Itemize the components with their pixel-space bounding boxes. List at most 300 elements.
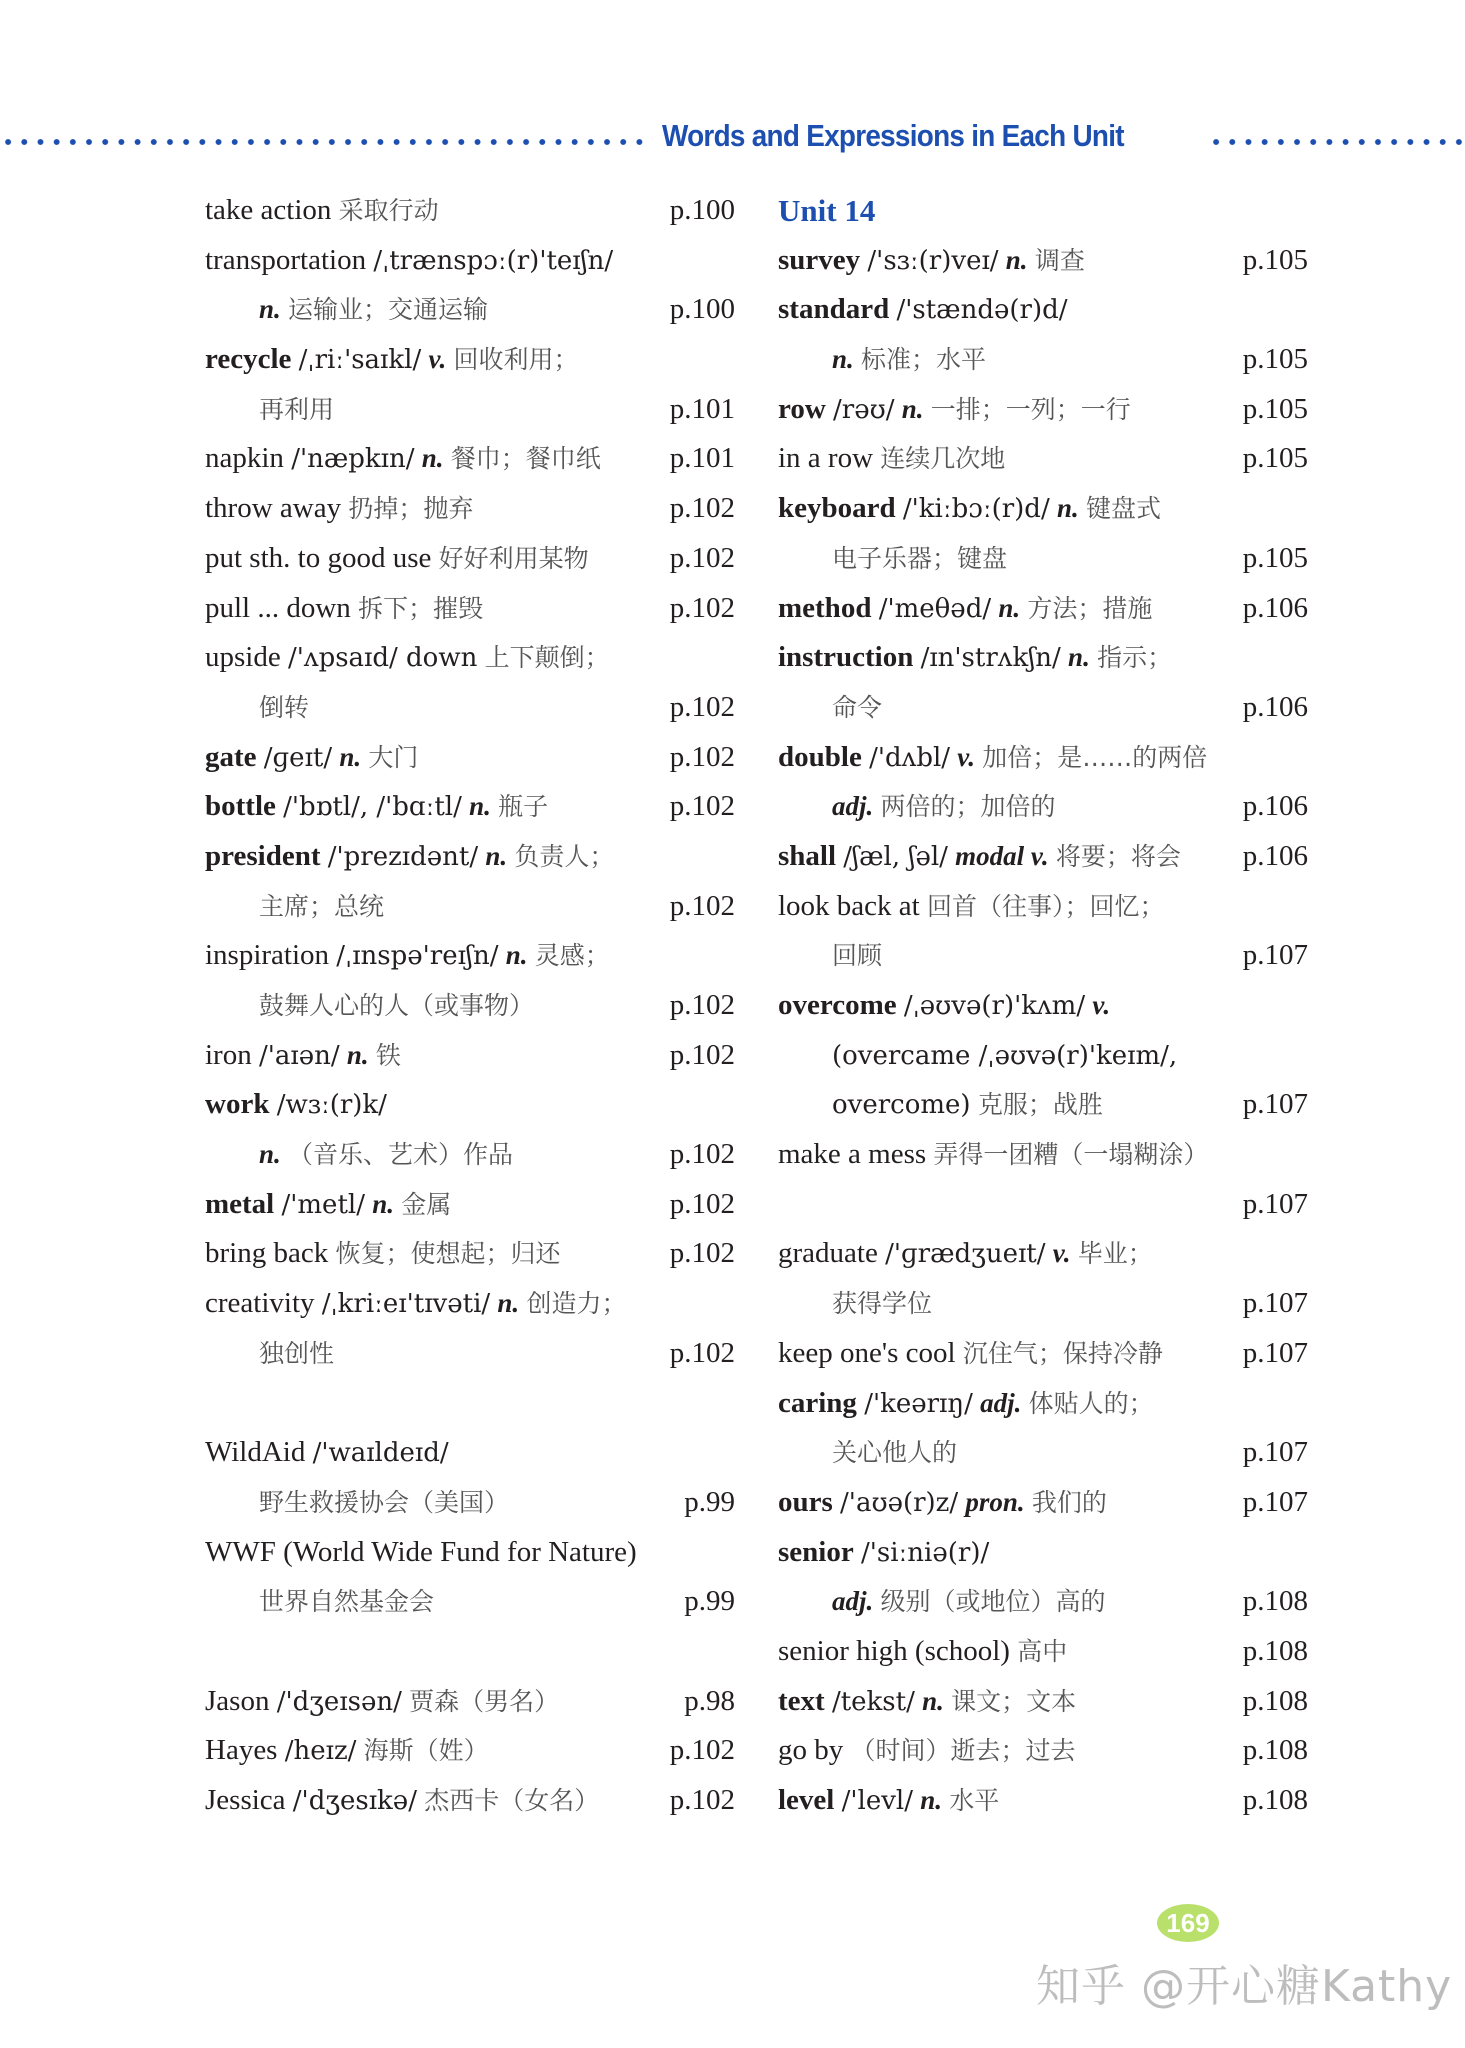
entry-text [778, 832, 1181, 883]
phonetic: /'levl/ [841, 1786, 913, 1816]
page-reference: p.107 [1242, 1336, 1308, 1369]
part-of-speech: n. [421, 443, 444, 474]
headword: standard [778, 293, 890, 326]
entry-text [778, 633, 1172, 684]
part-of-speech: adj. [980, 1387, 1022, 1418]
chinese-definition: 我们的 [1031, 1487, 1107, 1517]
vocab-entry [205, 1229, 735, 1279]
entry-text [778, 882, 1165, 932]
page-reference: p.106 [1242, 839, 1308, 872]
vocab-entry [205, 683, 735, 733]
entry-text [205, 1279, 626, 1330]
page-reference: p.102 [669, 1038, 735, 1071]
headword: keep one's cool [778, 1336, 956, 1369]
entry-text [205, 1677, 559, 1728]
phonetic: /'meθəd/ [878, 593, 992, 624]
headword: double [778, 740, 862, 773]
chinese-definition: 瓶子 [498, 792, 549, 822]
page-reference: p.101 [669, 392, 735, 425]
page-reference: p.106 [1242, 591, 1308, 624]
unit-heading-line [778, 186, 1308, 236]
chinese-definition: 克服；战胜 [977, 1090, 1103, 1120]
headword: text [778, 1684, 825, 1717]
phonetic: /rəʊ/ [833, 394, 895, 425]
headword: take action [205, 194, 332, 226]
vocab-entry [205, 434, 735, 484]
page-reference: p.99 [684, 1485, 735, 1518]
vocab-entry [205, 981, 735, 1031]
phonetic: /'waɪldeɪd/ [312, 1438, 449, 1469]
vocab-entry [778, 1428, 1308, 1478]
chinese-definition: 恢复；使想起；归还 [335, 1239, 561, 1269]
chinese-definition: 贾森（男名） [409, 1686, 560, 1716]
entry-text [205, 832, 614, 883]
page-reference: p.107 [1242, 1485, 1308, 1518]
headword: Jason [205, 1684, 270, 1717]
page-reference: p.108 [1242, 1684, 1308, 1717]
chinese-definition: （时间）逝去；过去 [850, 1736, 1076, 1766]
entry-text [778, 434, 1005, 484]
chinese-definition: 弄得一团糟（一塌糊涂） [933, 1140, 1209, 1170]
chinese-definition: 课文；文本 [951, 1686, 1077, 1716]
headword: in a row [778, 442, 874, 475]
vocab-entry [778, 1379, 1308, 1429]
vocab-entry [778, 1031, 1308, 1081]
vocab-entry [205, 1726, 735, 1776]
entry-text [205, 1031, 401, 1082]
phonetic: /ˌkriːeɪ'tɪvəti/ [321, 1289, 491, 1320]
dotted-rule-right [1208, 136, 1465, 148]
part-of-speech: n. [901, 393, 924, 424]
chinese-definition: 将要；将会 [1055, 841, 1181, 871]
page-reference: p.98 [684, 1684, 735, 1717]
part-of-speech: n. [1005, 244, 1028, 275]
entry-text [778, 1379, 1154, 1430]
headword: overcome [778, 989, 897, 1021]
entry-text [778, 1080, 1103, 1131]
chinese-definition: 铁 [375, 1040, 401, 1070]
phonetic: /'dʒesɪkə/ [292, 1786, 417, 1816]
chinese-definition: 海斯（姓） [363, 1736, 489, 1766]
headword: shall [778, 839, 837, 872]
headword: work [205, 1088, 270, 1121]
page-reference: p.105 [1242, 343, 1308, 376]
headword: survey [778, 243, 861, 276]
phonetic: /'dʒeɪsən/ [276, 1686, 402, 1717]
phonetic: /ɪn'strʌkʃn/ [920, 643, 1061, 674]
entry-text [205, 882, 384, 932]
entry-text [205, 434, 601, 485]
entry-text [205, 385, 334, 435]
headword: gate [205, 740, 257, 773]
chinese-definition: 拆下；摧毁 [358, 593, 484, 623]
vocab-entry [778, 981, 1308, 1031]
page-reference: p.105 [1242, 541, 1308, 574]
part-of-speech: n. [1068, 642, 1090, 673]
chinese-definition: 指示； [1097, 643, 1173, 673]
headword: row [778, 392, 826, 425]
dotted-rule-left [0, 136, 648, 148]
vocab-entry [778, 1130, 1308, 1180]
phonetic: /ˌtrænspɔː(r)'teɪʃn/ [373, 245, 614, 276]
chinese-definition: 加倍；是……的两倍 [982, 742, 1208, 772]
page-reference: p.102 [669, 1187, 735, 1220]
page-reference: p.102 [669, 740, 735, 773]
page-reference: p.105 [1242, 392, 1308, 425]
chinese-definition: 野生救援协会（美国） [259, 1487, 510, 1517]
vocab-entry [778, 285, 1308, 335]
part-of-speech: pron. [965, 1486, 1025, 1517]
page-reference: p.106 [1242, 790, 1308, 823]
vocab-entry [778, 931, 1308, 981]
entry-text [778, 385, 1131, 436]
phonetic: /'prezɪdənt/ [327, 841, 479, 872]
page-reference: p.102 [669, 591, 735, 624]
headword: iron [205, 1038, 252, 1071]
phonetic: /ˌəʊvə(r)'kʌm/ [903, 991, 1086, 1021]
vocab-entry [205, 782, 735, 832]
phonetic: /ˌɪnspə'reɪʃn/ [336, 941, 499, 972]
entry-text [205, 236, 613, 287]
entry-text [778, 1677, 1076, 1728]
chinese-definition: 高中 [1017, 1636, 1068, 1666]
vocab-entry [778, 335, 1308, 385]
headword: bring back [205, 1237, 329, 1270]
vocab-entry [778, 832, 1308, 882]
vocab-entry [205, 484, 735, 534]
page-reference: p.102 [669, 1138, 735, 1171]
part-of-speech: n. [922, 1685, 944, 1716]
entry-text [205, 484, 473, 534]
headword: transportation [205, 243, 367, 276]
headword: put sth. to good use [205, 541, 432, 574]
headword: ours [778, 1485, 833, 1518]
vocab-entry [778, 1776, 1308, 1826]
page-reference: p.100 [669, 194, 735, 226]
part-of-speech: v. [428, 344, 447, 375]
page-reference: p.102 [669, 492, 735, 525]
entry-text [205, 534, 589, 584]
entry-text [205, 1229, 560, 1279]
part-of-speech: v. [1092, 990, 1111, 1020]
entry-text [778, 285, 1067, 336]
chinese-definition: 关心他人的 [832, 1438, 958, 1468]
entry-text [778, 1428, 957, 1478]
entry-text [205, 633, 610, 684]
vocab-entry [205, 236, 735, 286]
part-of-speech: adj. [832, 791, 874, 822]
chinese-definition: 获得学位 [832, 1289, 933, 1319]
chinese-definition: 方法；措施 [1027, 593, 1153, 623]
chinese-definition: 金属 [401, 1189, 452, 1219]
entry-text [778, 1528, 989, 1579]
vocab-entry [778, 434, 1308, 484]
page-reference: p.105 [1242, 442, 1308, 475]
chinese-definition: 负责人； [514, 841, 615, 871]
vocab-entry [778, 1528, 1308, 1578]
chinese-definition: 餐巾；餐巾纸 [450, 444, 601, 474]
vocab-entry [205, 335, 735, 385]
vocab-entry [778, 584, 1308, 634]
entry-text [205, 1130, 513, 1180]
headword: instruction [778, 641, 914, 674]
part-of-speech: n. [485, 840, 508, 871]
chinese-definition: 回收利用； [453, 345, 579, 375]
page-reference: p.102 [669, 541, 735, 574]
page-reference: p.102 [669, 790, 735, 823]
chinese-definition: 级别（或地位）高的 [880, 1587, 1106, 1617]
vocab-entry [778, 1627, 1308, 1677]
entry-text [778, 981, 1110, 1032]
headword: level [778, 1784, 835, 1816]
vocab-entry [205, 633, 735, 683]
chinese-definition: 上下颠倒； [484, 643, 610, 673]
part-of-speech: n. [920, 1785, 943, 1815]
vocab-entry [778, 1180, 1308, 1230]
entry-text [205, 733, 418, 784]
headword: caring [778, 1386, 857, 1419]
headword: bottle [205, 790, 276, 823]
phonetic: /wɜː(r)k/ [276, 1090, 387, 1121]
phonetic: /'metl/ [281, 1189, 365, 1220]
vocab-entry [205, 1031, 735, 1081]
vocab-entry [778, 633, 1308, 683]
entry-text [778, 782, 1056, 832]
page-reference: p.102 [669, 1734, 735, 1767]
chinese-definition: 体贴人的； [1028, 1388, 1154, 1418]
vocab-entry [778, 236, 1308, 286]
entry-text [778, 931, 882, 981]
page-reference: p.108 [1242, 1634, 1308, 1667]
chinese-definition: 水平 [949, 1786, 1000, 1815]
vocab-entry [778, 1229, 1308, 1279]
entry-text [205, 1528, 637, 1578]
page-reference: p.105 [1242, 243, 1308, 276]
page-reference: p.108 [1242, 1734, 1308, 1767]
page-number-badge: 169 [1157, 1904, 1219, 1942]
chinese-definition: 采取行动 [338, 196, 439, 225]
part-of-speech: n. [469, 791, 491, 822]
entry-text [205, 1329, 334, 1379]
vocab-entry [778, 683, 1308, 733]
page-reference: p.99 [684, 1585, 735, 1618]
entry-text [205, 683, 309, 733]
page-reference: p.101 [669, 442, 735, 475]
page-reference: p.102 [669, 1784, 735, 1816]
entry-text [778, 1229, 1153, 1280]
vocab-entry [778, 1577, 1308, 1627]
entry-text [205, 186, 439, 236]
chinese-definition: 两倍的；加倍的 [880, 792, 1056, 822]
phonetic: overcome) [832, 1090, 971, 1121]
vocab-entry [778, 782, 1308, 832]
vocab-entry [778, 484, 1308, 534]
headword: creativity [205, 1287, 315, 1320]
page-title: Words and Expressions in Each Unit [662, 118, 1124, 153]
part-of-speech: v. [1052, 1238, 1071, 1269]
page-reference: p.102 [669, 989, 735, 1021]
entry-text [205, 1577, 434, 1627]
vocab-entry [205, 186, 735, 236]
chinese-definition: 键盘式 [1086, 494, 1162, 524]
entry-text [205, 1180, 451, 1231]
chinese-definition: 电子乐器；键盘 [832, 543, 1008, 573]
chinese-definition: 主席；总统 [259, 891, 385, 921]
vocab-entry [205, 832, 735, 882]
phonetic: (overcame /ˌəʊvə(r)'keɪm/, [832, 1040, 1178, 1071]
headword: Jessica [205, 1784, 286, 1816]
entry-text [778, 236, 1085, 287]
entry-text [778, 1478, 1107, 1529]
phonetic: /tekst/ [831, 1686, 915, 1717]
vocab-entry [778, 1080, 1308, 1130]
entry-text [205, 1726, 489, 1777]
entry-text [205, 1776, 599, 1827]
chinese-definition: 回顾 [832, 941, 883, 971]
right-column-entries [778, 236, 1308, 1826]
vocab-entry [205, 385, 735, 435]
chinese-definition: 调查 [1034, 245, 1085, 275]
phonetic: /'ɡrædʒueɪt/ [885, 1239, 1046, 1270]
chinese-definition: 大门 [368, 742, 419, 772]
headword: WWF (World Wide Fund for Nature) [205, 1535, 637, 1568]
part-of-speech: n. [998, 592, 1021, 623]
phonetic: /'bɒtl/, /'bɑːtl/ [283, 792, 462, 823]
phonetic: /'sɜː(r)veɪ/ [867, 245, 999, 276]
vocab-entry [778, 534, 1308, 584]
phonetic: /heɪz/ [284, 1736, 357, 1767]
headword: graduate [778, 1237, 878, 1270]
chinese-definition: 创造力； [526, 1289, 627, 1319]
entry-text [778, 584, 1152, 635]
phonetic: /'aʊə(r)z/ [840, 1487, 959, 1518]
page-reference: p.102 [669, 690, 735, 723]
vocab-entry [205, 1577, 735, 1627]
headword: senior high (school) [778, 1634, 1010, 1667]
chinese-definition: 灵感； [534, 941, 610, 971]
page-reference: p.102 [669, 889, 735, 922]
entry-text [205, 782, 548, 833]
entry-text [205, 1478, 509, 1528]
entry-text [778, 1627, 1067, 1677]
headword: inspiration [205, 939, 330, 972]
chinese-definition: 运输业；交通运输 [288, 295, 489, 325]
vocab-entry [205, 1428, 735, 1478]
entry-text [778, 1130, 1208, 1180]
part-of-speech: n. [497, 1288, 520, 1319]
page-reference: p.107 [1242, 1187, 1308, 1220]
vocab-entry [205, 285, 735, 335]
phonetic: /'ʌpsaɪd/ down [287, 643, 478, 674]
headword: senior [778, 1535, 854, 1568]
vocab-entry [205, 733, 735, 783]
vocab-entry [205, 584, 735, 634]
phonetic: /ɡeɪt/ [263, 742, 333, 773]
vocab-entry [778, 1329, 1308, 1379]
chinese-definition: 回首（往事）；回忆； [926, 891, 1165, 921]
page-reference: p.102 [669, 1336, 735, 1369]
chinese-definition: 好好利用某物 [438, 543, 589, 573]
entry-text [778, 1031, 1177, 1082]
vocab-entry [205, 1180, 735, 1230]
headword: look back at [778, 889, 920, 922]
headword: president [205, 839, 321, 872]
watermark: 知乎 @开心糖Kathy [1036, 1961, 1453, 2012]
vocab-entry [778, 385, 1308, 435]
headword: method [778, 591, 872, 624]
vocab-entry [205, 1528, 735, 1578]
page-header [0, 118, 1465, 168]
headword: go by [778, 1734, 844, 1767]
chinese-definition: （音乐、艺术）作品 [288, 1140, 514, 1170]
page-reference: p.102 [669, 1237, 735, 1270]
chinese-definition: 命令 [832, 692, 883, 722]
vocab-entry [205, 1329, 735, 1379]
headword: WildAid [205, 1436, 306, 1469]
entry-text [778, 1279, 932, 1329]
page-reference: p.107 [1242, 1287, 1308, 1320]
unit-title: Unit 14 [778, 193, 876, 228]
vocab-entry [205, 1279, 735, 1329]
vocab-entry [778, 1279, 1308, 1329]
page-reference: p.107 [1242, 1436, 1308, 1469]
headword: make a mess [778, 1138, 927, 1171]
headword: Hayes [205, 1734, 278, 1767]
entry-text [778, 1577, 1106, 1627]
headword: throw away [205, 492, 342, 525]
vocab-entry [205, 1677, 735, 1727]
vocab-entry [205, 1776, 735, 1826]
chinese-definition: 毕业； [1077, 1239, 1153, 1269]
headword: upside [205, 641, 281, 674]
headword: recycle [205, 343, 292, 376]
phonetic: /ˌriː'saɪkl/ [298, 345, 422, 376]
page-reference: p.107 [1242, 939, 1308, 972]
vocab-entry [205, 1080, 735, 1130]
chinese-definition: 倒转 [259, 692, 310, 722]
part-of-speech: n. [259, 1139, 281, 1170]
part-of-speech: n. [1056, 493, 1079, 524]
part-of-speech: v. [957, 741, 976, 772]
phonetic: /'aɪən/ [258, 1040, 340, 1071]
headword: pull ... down [205, 591, 351, 624]
vocab-entry [778, 733, 1308, 783]
entry-text [778, 534, 1007, 584]
chinese-definition: 一排；一列；一行 [930, 394, 1131, 424]
part-of-speech: n. [832, 344, 854, 375]
entry-text [205, 981, 534, 1031]
entry-text [778, 484, 1161, 535]
vocab-entry [778, 1677, 1308, 1727]
entry-text [205, 335, 578, 386]
part-of-speech: adj. [832, 1586, 874, 1617]
phonetic: /ʃæl, ʃəl/ [843, 841, 948, 872]
chinese-definition: 鼓舞人心的人（或事物） [259, 991, 535, 1020]
phonetic: /'dʌbl/ [869, 742, 951, 773]
chinese-definition: 独创性 [259, 1338, 335, 1368]
vocab-entry [205, 882, 735, 932]
entry-text [778, 683, 882, 733]
entry-text [205, 1428, 449, 1479]
entry-text [205, 1080, 387, 1131]
phonetic: /'siːniə(r)/ [860, 1537, 990, 1568]
headword: napkin [205, 442, 284, 475]
part-of-speech: n. [346, 1039, 369, 1070]
phonetic: /'kiːbɔː(r)d/ [902, 494, 1050, 525]
part-of-speech: modal v. [955, 840, 1049, 871]
vocab-entry [205, 534, 735, 584]
entry-text [778, 335, 986, 385]
